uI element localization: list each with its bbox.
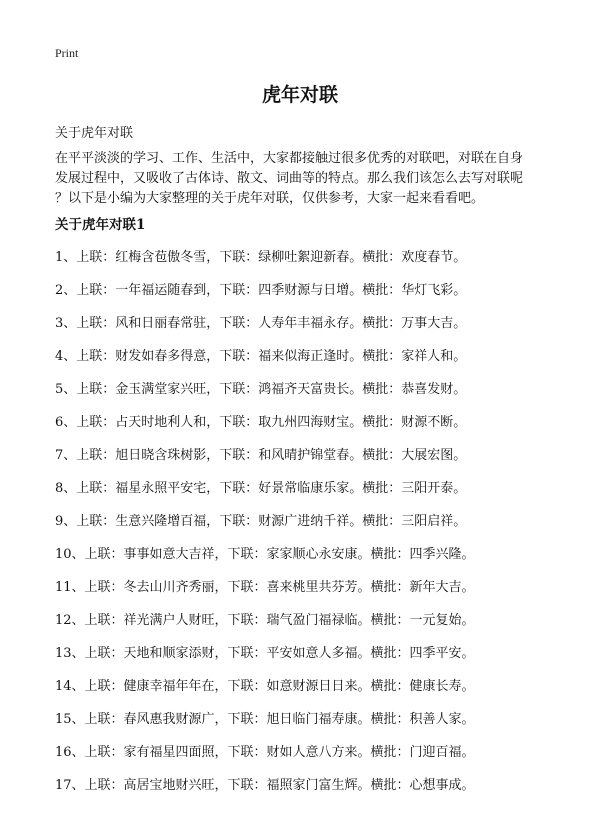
couplet-item: 8、上联：福星永照平安宅，下联：好景常临康乐家。横批：三阳开泰。 [55, 481, 467, 496]
couplet-item: 16、上联：家有福星四面照，下联：财如人意八方来。横批：门迎百福。 [55, 745, 475, 760]
couplet-list [55, 250, 475, 811]
couplet-item: 15、上联：春风惠我财源广，下联：旭日临门福寿康。横批：积善人家。 [55, 712, 475, 727]
couplet-item: 13、上联：天地和顺家添财，下联：平安如意人多福。横批：四季平安。 [55, 646, 475, 661]
intro-line: 发展过程中，又吸收了古体诗、散文、词曲等的特点。那么我们该怎么去写对联呢 [55, 171, 524, 186]
couplet-item: 5、上联：金玉满堂家兴旺，下联：鸿福齐天富贵长。横批：恭喜发财。 [55, 382, 467, 397]
couplet-item: 6、上联：占天时地利人和，下联：取九州四海财宝。横批：财源不断。 [55, 415, 467, 430]
print-label: Print [55, 46, 79, 60]
couplet-item: 17、上联：高居宝地财兴旺，下联：福照家门富生辉。横批：心想事成。 [55, 778, 475, 793]
couplet-item: 7、上联：旭日晓含珠树影，下联：和风晴护锦堂春。横批：大展宏图。 [55, 448, 467, 463]
couplet-item: 1、上联：红梅含苞傲冬雪，下联：绿柳吐絮迎新春。横批：欢度春节。 [55, 250, 467, 265]
couplet-item: 3、上联：风和日丽春常驻，下联：人寿年丰福永存。横批：万事大吉。 [55, 316, 467, 331]
couplet-item: 12、上联：祥光满户人财旺，下联：瑞气盈门福禄临。横批：一元复始。 [55, 613, 475, 628]
intro-line: 在平平淡淡的学习、工作、生活中，大家都接触过很多优秀的对联吧，对联在自身 [55, 151, 524, 166]
couplet-item: 9、上联：生意兴隆增百福，下联：财源广进纳千祥。横批：三阳启祥。 [55, 514, 467, 529]
couplet-item: 4、上联：财发如春多得意，下联：福来似海正逢时。横批：家祥人和。 [55, 349, 467, 364]
page-title: 虎年对联 [261, 84, 338, 106]
couplet-item: 14、上联：健康幸福年年在，下联：如意财源日日来。横批：健康长寿。 [55, 679, 475, 694]
section-heading: 关于虎年对联1 [55, 217, 146, 233]
couplet-item: 2、上联：一年福运随春到，下联：四季财源与日增。横批：华灯飞彩。 [55, 283, 467, 298]
couplet-item: 11、上联：冬去山川齐秀丽，下联：喜来桃里共芬芳。横批：新年大吉。 [55, 580, 475, 595]
couplet-item: 10、上联：事事如意大吉祥，下联：家家顺心永安康。横批：四季兴隆。 [55, 547, 475, 562]
subtitle: 关于虎年对联 [55, 126, 134, 141]
intro-paragraph [55, 149, 555, 209]
intro-line: ？以下是小编为大家整理的关于虎年对联，仅供参考，大家一起来看看吧。 [55, 191, 485, 206]
